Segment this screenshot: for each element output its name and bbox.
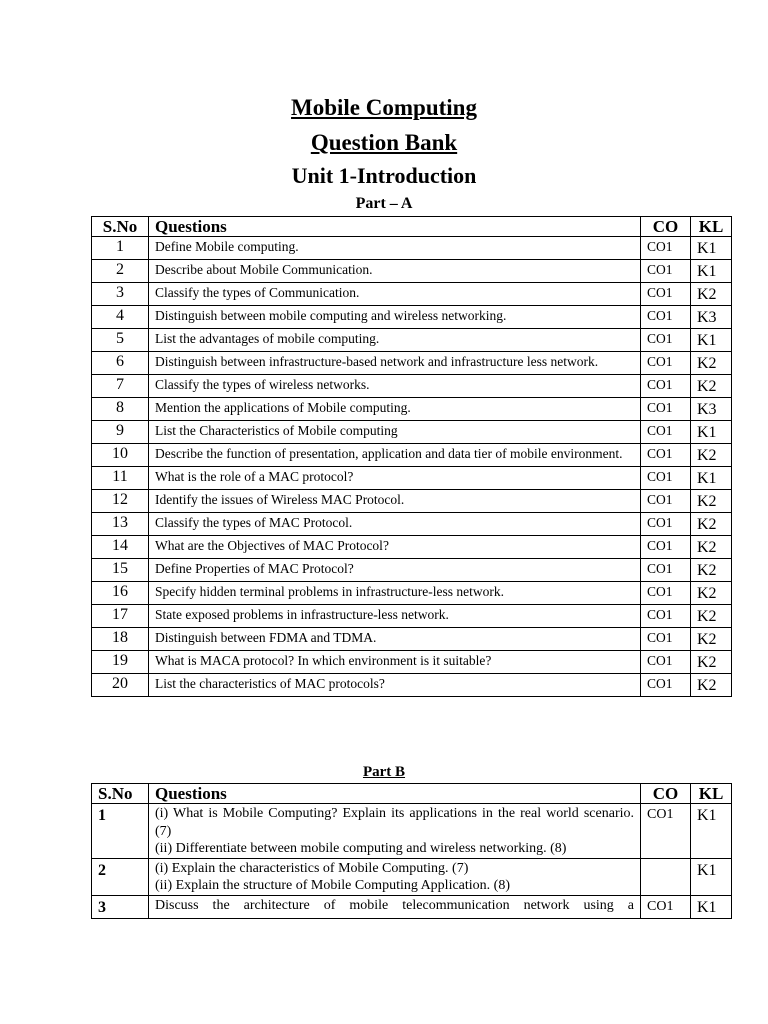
course-outcome bbox=[641, 858, 691, 895]
question-number: 13 bbox=[92, 513, 149, 536]
knowledge-level: K2 bbox=[691, 605, 732, 628]
question-number: 6 bbox=[92, 352, 149, 375]
question-number: 20 bbox=[92, 674, 149, 697]
question-text: State exposed problems in infrastructure-less network. bbox=[149, 605, 641, 628]
course-outcome: CO1 bbox=[641, 559, 691, 582]
course-outcome: CO1 bbox=[641, 674, 691, 697]
part-b-row bbox=[92, 858, 732, 895]
knowledge-level: K2 bbox=[691, 490, 732, 513]
knowledge-level: K2 bbox=[691, 375, 732, 398]
part-b-row bbox=[92, 804, 732, 859]
header-kl: KL bbox=[691, 784, 732, 804]
question-number: 8 bbox=[92, 398, 149, 421]
question-number: 5 bbox=[92, 329, 149, 352]
part-a-row bbox=[92, 352, 732, 375]
question-number: 1 bbox=[92, 804, 149, 859]
unit-heading: Unit 1-Introduction bbox=[291, 163, 477, 188]
part-a-row bbox=[92, 375, 732, 398]
part-b-header-row bbox=[92, 784, 732, 804]
part-a-row bbox=[92, 306, 732, 329]
knowledge-level: K3 bbox=[691, 398, 732, 421]
question-number: 14 bbox=[92, 536, 149, 559]
course-outcome: CO1 bbox=[641, 605, 691, 628]
part-a-row bbox=[92, 490, 732, 513]
part-a-row bbox=[92, 260, 732, 283]
knowledge-level: K2 bbox=[691, 444, 732, 467]
part-a-row bbox=[92, 628, 732, 651]
course-outcome: CO1 bbox=[641, 329, 691, 352]
question-text: What is the role of a MAC protocol? bbox=[149, 467, 641, 490]
knowledge-level: K2 bbox=[691, 651, 732, 674]
question-number: 16 bbox=[92, 582, 149, 605]
part-a-row bbox=[92, 674, 732, 697]
part-a-row bbox=[92, 559, 732, 582]
document-title: Mobile Computing bbox=[291, 95, 477, 120]
question-number: 3 bbox=[92, 895, 149, 918]
course-outcome: CO1 bbox=[641, 536, 691, 559]
part-a-row bbox=[92, 283, 732, 306]
question-line: (ii) Differentiate between mobile computing and wireless networking. (8) bbox=[155, 841, 567, 856]
knowledge-level: K3 bbox=[691, 306, 732, 329]
part-b-row bbox=[92, 895, 732, 918]
question-line: Discuss the architecture of mobile telecommunication network using a bbox=[155, 897, 634, 913]
knowledge-level: K1 bbox=[691, 237, 732, 260]
header-co: CO bbox=[641, 784, 691, 804]
course-outcome: CO1 bbox=[641, 804, 691, 859]
part-a-row bbox=[92, 605, 732, 628]
question-number: 3 bbox=[92, 283, 149, 306]
question-number: 12 bbox=[92, 490, 149, 513]
knowledge-level: K2 bbox=[691, 674, 732, 697]
part-a-row bbox=[92, 421, 732, 444]
knowledge-level: K1 bbox=[691, 895, 732, 918]
question-text: Describe about Mobile Communication. bbox=[149, 260, 641, 283]
question-number: 1 bbox=[92, 237, 149, 260]
course-outcome: CO1 bbox=[641, 352, 691, 375]
question-text bbox=[149, 858, 641, 895]
course-outcome: CO1 bbox=[641, 375, 691, 398]
question-text: Describe the function of presentation, application and data tier of mobile environment. bbox=[149, 444, 641, 467]
part-a-row bbox=[92, 513, 732, 536]
question-text: List the Characteristics of Mobile computing bbox=[149, 421, 641, 444]
knowledge-level: K1 bbox=[691, 260, 732, 283]
question-text bbox=[149, 804, 641, 859]
header-questions: Questions bbox=[149, 217, 641, 237]
question-number: 7 bbox=[92, 375, 149, 398]
course-outcome: CO1 bbox=[641, 651, 691, 674]
course-outcome: CO1 bbox=[641, 513, 691, 536]
question-text: Classify the types of wireless networks. bbox=[149, 375, 641, 398]
knowledge-level: K2 bbox=[691, 513, 732, 536]
question-text: Identify the issues of Wireless MAC Protocol. bbox=[149, 490, 641, 513]
course-outcome: CO1 bbox=[641, 895, 691, 918]
knowledge-level: K1 bbox=[691, 804, 732, 859]
course-outcome: CO1 bbox=[641, 444, 691, 467]
question-line: (i) Explain the characteristics of Mobile Computing. (7) bbox=[155, 860, 469, 876]
question-number: 11 bbox=[92, 467, 149, 490]
header-sno: S.No bbox=[92, 217, 149, 237]
question-text: Distinguish between mobile computing and wireless networking. bbox=[149, 306, 641, 329]
course-outcome: CO1 bbox=[641, 306, 691, 329]
question-number: 4 bbox=[92, 306, 149, 329]
course-outcome: CO1 bbox=[641, 260, 691, 283]
question-number: 10 bbox=[92, 444, 149, 467]
part-a-row bbox=[92, 444, 732, 467]
question-number: 18 bbox=[92, 628, 149, 651]
knowledge-level: K1 bbox=[691, 858, 732, 895]
question-number: 9 bbox=[92, 421, 149, 444]
course-outcome: CO1 bbox=[641, 237, 691, 260]
question-number: 2 bbox=[92, 858, 149, 895]
header-co: CO bbox=[641, 217, 691, 237]
part-a-header-row bbox=[92, 217, 732, 237]
document-subtitle: Question Bank bbox=[310, 130, 458, 155]
knowledge-level: K2 bbox=[691, 582, 732, 605]
course-outcome: CO1 bbox=[641, 628, 691, 651]
question-number: 15 bbox=[92, 559, 149, 582]
knowledge-level: K2 bbox=[691, 559, 732, 582]
part-b-table bbox=[91, 783, 732, 919]
knowledge-level: K2 bbox=[691, 283, 732, 306]
question-number: 2 bbox=[92, 260, 149, 283]
question-text: Distinguish between FDMA and TDMA. bbox=[149, 628, 641, 651]
part-a-row bbox=[92, 398, 732, 421]
header-kl: KL bbox=[691, 217, 732, 237]
knowledge-level: K2 bbox=[691, 536, 732, 559]
question-text: Classify the types of MAC Protocol. bbox=[149, 513, 641, 536]
part-a-row bbox=[92, 536, 732, 559]
question-text: Specify hidden terminal problems in infrastructure-less network. bbox=[149, 582, 641, 605]
question-text: What are the Objectives of MAC Protocol? bbox=[149, 536, 641, 559]
part-b-label: Part B bbox=[362, 764, 406, 780]
course-outcome: CO1 bbox=[641, 467, 691, 490]
question-line: (ii) Explain the structure of Mobile Computing Application. (8) bbox=[155, 878, 510, 893]
question-text: Define Mobile computing. bbox=[149, 237, 641, 260]
question-number: 19 bbox=[92, 651, 149, 674]
part-a-row bbox=[92, 329, 732, 352]
course-outcome: CO1 bbox=[641, 398, 691, 421]
question-line: (i) What is Mobile Computing? Explain its applications in the real world scenario. (7) bbox=[155, 806, 634, 839]
question-text: List the advantages of mobile computing. bbox=[149, 329, 641, 352]
header-sno: S.No bbox=[92, 784, 149, 804]
knowledge-level: K1 bbox=[691, 467, 732, 490]
part-a-row bbox=[92, 582, 732, 605]
knowledge-level: K1 bbox=[691, 421, 732, 444]
part-a-label: Part – A bbox=[355, 195, 413, 212]
question-text: Mention the applications of Mobile computing. bbox=[149, 398, 641, 421]
part-a-row bbox=[92, 467, 732, 490]
knowledge-level: K2 bbox=[691, 352, 732, 375]
question-text: Distinguish between infrastructure-based network and infrastructure less network. bbox=[149, 352, 641, 375]
question-text: Define Properties of MAC Protocol? bbox=[149, 559, 641, 582]
knowledge-level: K2 bbox=[691, 628, 732, 651]
question-text bbox=[149, 895, 641, 918]
question-text: What is MACA protocol? In which environment is it suitable? bbox=[149, 651, 641, 674]
course-outcome: CO1 bbox=[641, 283, 691, 306]
question-text: List the characteristics of MAC protocols? bbox=[149, 674, 641, 697]
part-a-row bbox=[92, 237, 732, 260]
course-outcome: CO1 bbox=[641, 421, 691, 444]
part-a-row bbox=[92, 651, 732, 674]
question-number: 17 bbox=[92, 605, 149, 628]
part-a-table bbox=[91, 216, 732, 697]
course-outcome: CO1 bbox=[641, 582, 691, 605]
course-outcome: CO1 bbox=[641, 490, 691, 513]
question-text: Classify the types of Communication. bbox=[149, 283, 641, 306]
knowledge-level: K1 bbox=[691, 329, 732, 352]
header-questions: Questions bbox=[149, 784, 641, 804]
